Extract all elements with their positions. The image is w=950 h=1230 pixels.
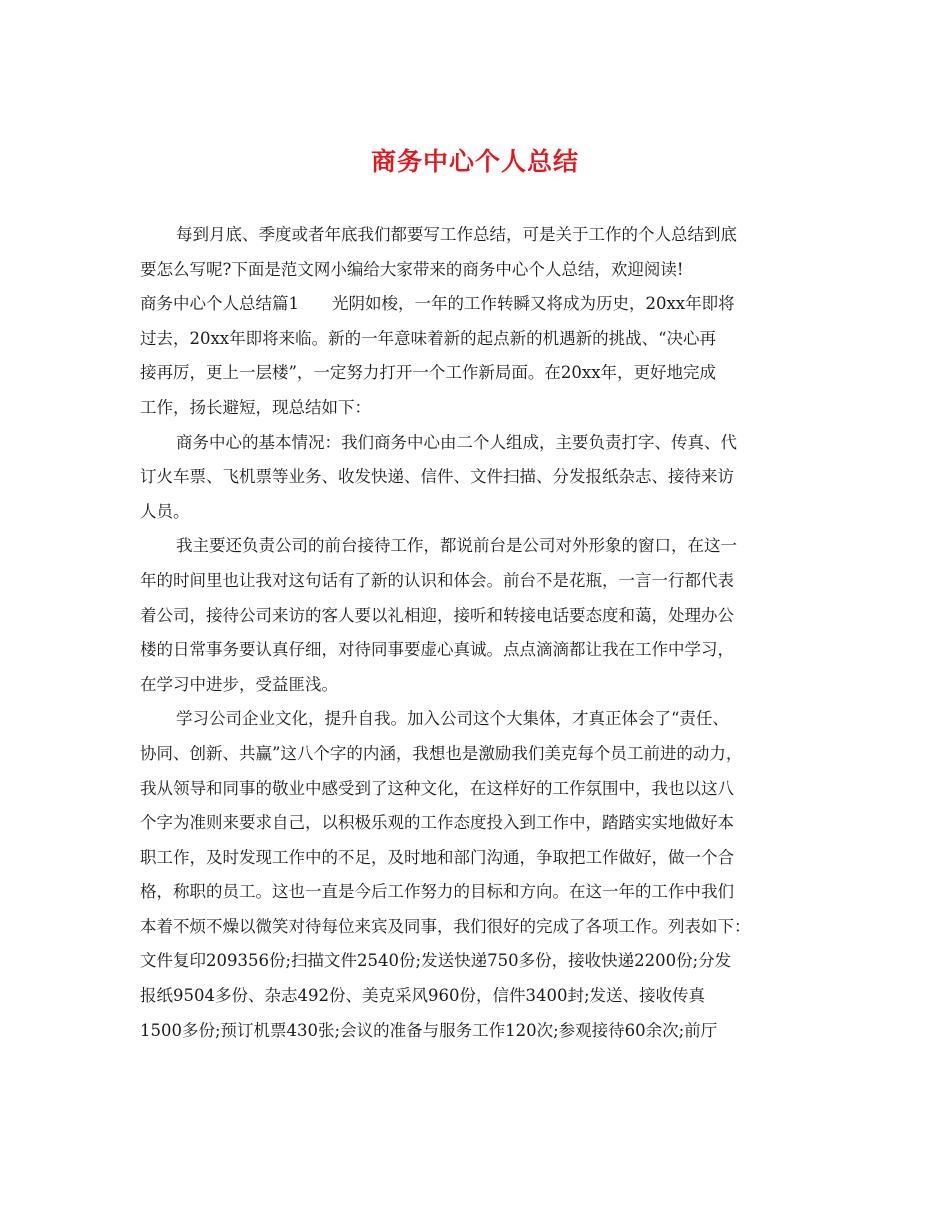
text-line: 年的时间里也让我对这句话有了新的认识和体会。前台不是花瓶，一言一行都代表 [140,570,734,590]
text-line: 在学习中进步，受益匪浅。 [140,674,338,694]
text-line: 协同、创新、共赢”这八个字的内涵，我想也是激励我们美克每个员工前进的动力， [140,743,743,763]
document-title: 商务中心个人总结 [370,147,579,176]
text-line: 本着不烦不燥以微笑对待每位来宾及同事，我们很好的完成了各项工作。列表如下： [140,916,751,936]
text-line: 我主要还负责公司的前台接待工作，都说前台是公司对外形象的窗口，在这一 [176,536,737,556]
text-line: 要怎么写呢?下面是范文网小编给大家带来的商务中心个人总结，欢迎阅读! [140,259,684,279]
text-line: 商务中心个人总结篇1 光阴如梭，一年的工作转瞬又将成为历史，20xx年即将 [140,294,735,314]
text-line: 过去，20xx年即将来临。新的一年意味着新的起点新的机遇新的挑战、“决心再 [140,328,717,348]
text-line: 商务中心的基本情况：我们商务中心由二个人组成，主要负责打字、传真、代 [176,432,737,452]
text-line: 接再厉，更上一层楼”，一定努力打开一个工作新局面。在20xx年，更好地完成 [140,363,717,383]
text-line: 工作，扬长避短，现总结如下： [140,397,371,417]
text-line: 人员。 [140,501,190,521]
text-line: 职工作，及时发现工作中的不足，及时地和部门沟通，争取把工作做好，做一个合 [140,847,734,867]
text-line: 每到月底、季度或者年底我们都要写工作总结，可是关于工作的个人总结到底 [176,225,737,244]
document-body [140,218,840,1048]
text-line: 格，称职的员工。这也一直是今后工作努力的目标和方向。在这一年的工作中我们 [140,882,734,902]
text-line: 1500多份;预订机票430张;会议的准备与服务工作120次;参观接待60余次;前厅 [140,1020,718,1040]
text-line: 我从领导和同事的敬业中感受到了这种文化，在这样好的工作氛围中，我也以这八 [140,778,734,798]
text-line: 着公司，接待公司来访的客人要以礼相迎，接听和转接电话要态度和蔼，处理办公 [140,605,734,625]
text-line: 个字为准则来要求自己，以积极乐观的工作态度投入到工作中，踏踏实实地做好本 [140,813,734,833]
text-line: 订火车票、飞机票等业务、收发快递、信件、文件扫描、分发报纸杂志、接待来访 [140,467,734,487]
text-line: 楼的日常事务要认真仔细，对待同事要虚心真诚。点点滴滴都让我在工作中学习， [140,640,734,660]
text-line: 报纸9504多份、杂志492份、美克采风960份，信件3400封;发送、接收传真 [140,986,706,1006]
text-line: 文件复印209356份;扫描文件2540份;发送快递750多份，接收快递2200份;分发 [140,951,732,971]
text-line: 学习公司企业文化，提升自我。加入公司这个大集体，才真正体会了“责任、 [176,709,729,729]
